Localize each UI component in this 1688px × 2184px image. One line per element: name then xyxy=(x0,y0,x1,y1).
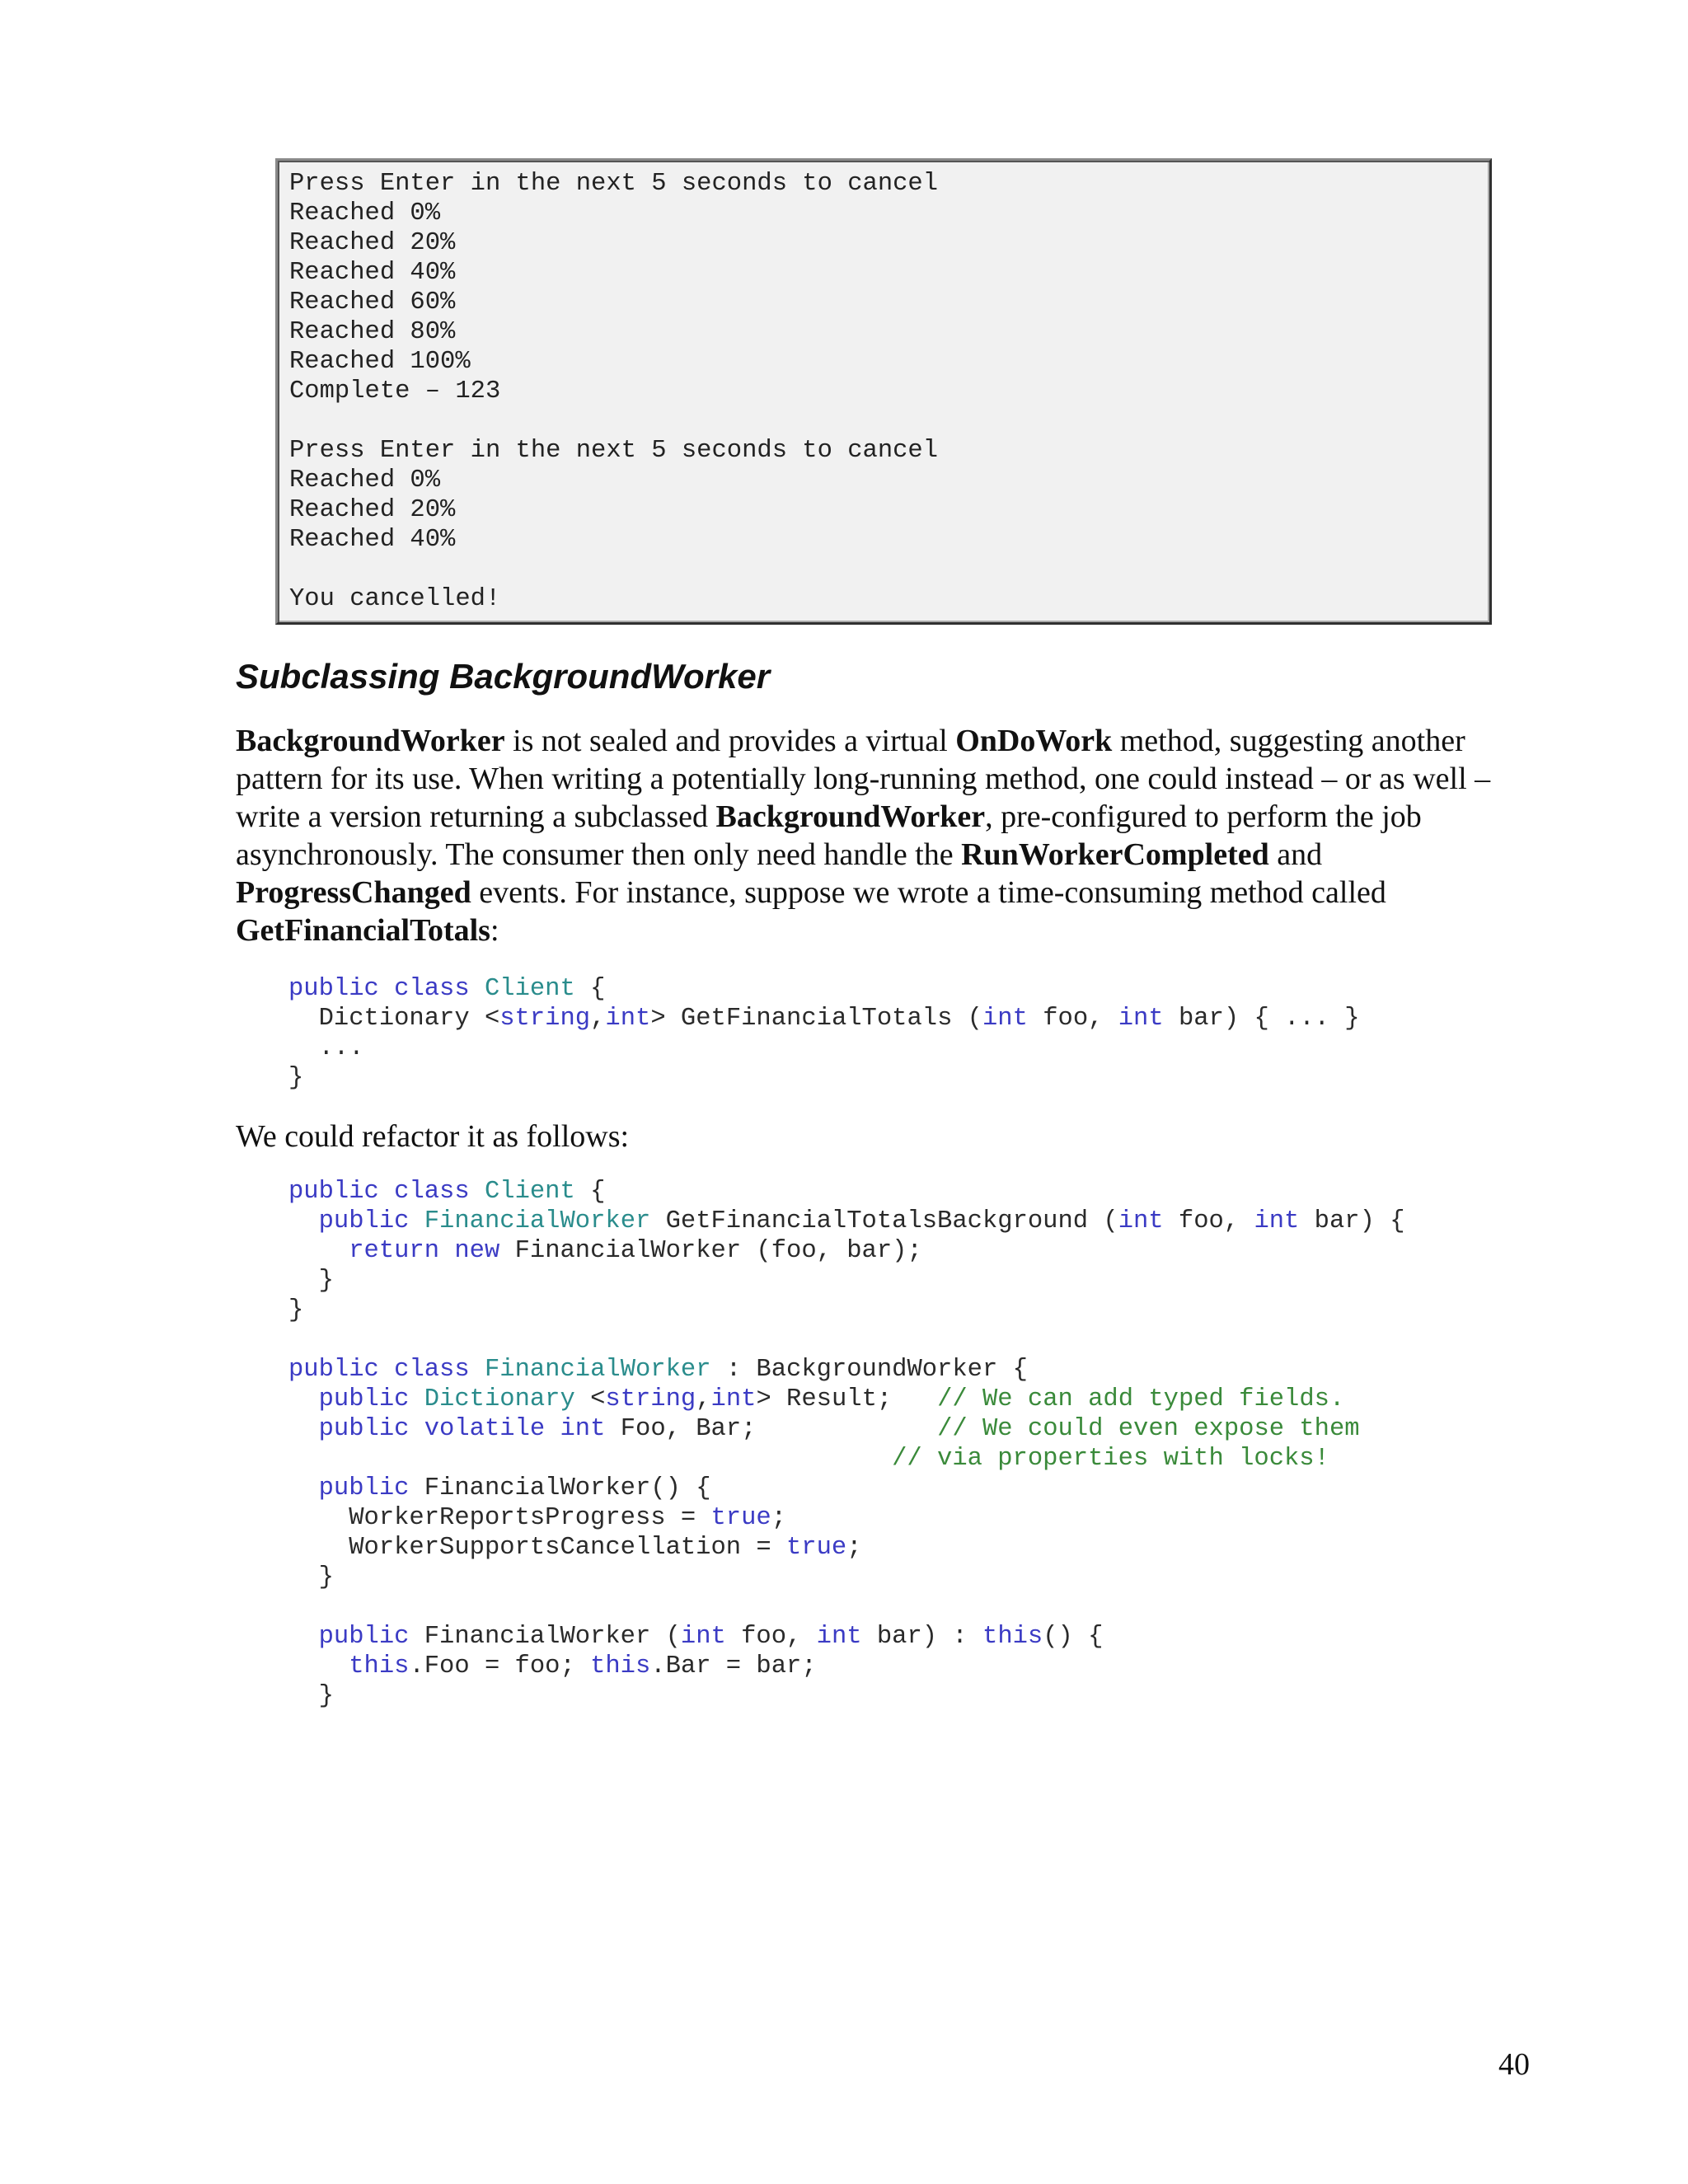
code-line xyxy=(288,1207,1405,1235)
code-text xyxy=(288,1445,892,1473)
code-text xyxy=(470,1178,485,1206)
code-text: WorkerSupportsCancellation = xyxy=(288,1534,786,1562)
code-text: < xyxy=(574,1385,606,1413)
console-line: Reached 20% xyxy=(289,229,456,257)
code-comment: // We can add typed fields. xyxy=(937,1385,1345,1413)
bold-term: ProgressChanged xyxy=(236,875,471,910)
section-heading: Subclassing BackgroundWorker xyxy=(236,657,771,696)
code-keyword: public xyxy=(318,1474,410,1502)
code-keyword: string xyxy=(605,1385,696,1413)
code-sample-client-text xyxy=(288,974,1360,1093)
console-line: Reached 0% xyxy=(289,466,441,494)
code-keyword: return xyxy=(349,1237,440,1265)
code-keyword: class xyxy=(394,1356,470,1384)
console-line: Reached 20% xyxy=(289,496,456,524)
code-text xyxy=(409,1415,424,1443)
code-text: bar) : xyxy=(861,1623,983,1651)
paragraph-text: and xyxy=(1268,837,1323,872)
bold-term: RunWorkerCompleted xyxy=(961,837,1269,872)
code-type: Client xyxy=(484,1178,575,1206)
code-line xyxy=(288,1445,1329,1473)
code-text xyxy=(288,1474,319,1502)
code-text: bar) { ... } xyxy=(1163,1005,1360,1033)
intro-paragraph xyxy=(236,722,1522,949)
code-line xyxy=(288,1682,334,1710)
paragraph-text: is not sealed and provides a virtual xyxy=(504,724,956,758)
code-keyword: public xyxy=(318,1207,410,1235)
code-text: FinancialWorker() { xyxy=(409,1474,711,1502)
console-output-text xyxy=(289,169,1478,614)
code-text: ... xyxy=(288,1034,364,1062)
code-text: () { xyxy=(1043,1623,1104,1651)
code-keyword: public xyxy=(288,1356,379,1384)
console-line: Press Enter in the next 5 seconds to cancel xyxy=(289,437,939,465)
code-keyword: public xyxy=(318,1623,410,1651)
code-keyword: class xyxy=(394,975,470,1003)
code-text: } xyxy=(288,1267,334,1295)
console-line: Reached 80% xyxy=(289,318,456,346)
code-text xyxy=(288,1415,319,1443)
console-output-box xyxy=(275,158,1492,625)
code-text: : BackgroundWorker { xyxy=(710,1356,1028,1384)
page-number: 40 xyxy=(1498,2047,1530,2082)
paragraph-text: method, suggesting another pattern for its use. When writing a potentially long-running method, one could instead – or as well – write a version returning a subclassed xyxy=(236,724,1491,834)
code-keyword: int xyxy=(1254,1207,1300,1235)
code-keyword: string xyxy=(499,1005,591,1033)
code-line xyxy=(288,1623,1103,1651)
console-line: Complete – 123 xyxy=(289,377,501,405)
code-text: ; xyxy=(771,1504,787,1532)
code-text xyxy=(288,1623,319,1651)
code-line xyxy=(288,1415,1360,1443)
bold-term: BackgroundWorker xyxy=(715,799,986,834)
code-line xyxy=(288,1563,334,1591)
code-text xyxy=(379,1178,394,1206)
code-line xyxy=(288,1474,711,1502)
code-line xyxy=(288,1064,303,1092)
code-line xyxy=(288,1237,922,1265)
code-keyword: int xyxy=(605,1005,651,1033)
code-keyword: volatile xyxy=(424,1415,546,1443)
code-text: } xyxy=(288,1296,304,1324)
code-keyword: public xyxy=(288,975,379,1003)
code-sample-client xyxy=(288,974,1360,1093)
code-keyword: this xyxy=(590,1652,651,1680)
code-text xyxy=(470,975,485,1003)
code-text: .Bar = bar; xyxy=(650,1652,817,1680)
code-line xyxy=(288,1534,862,1562)
code-text xyxy=(288,1385,319,1413)
code-text: { xyxy=(574,1178,606,1206)
code-sample-financial-worker xyxy=(288,1177,1405,1711)
code-text xyxy=(379,1356,394,1384)
bold-term: GetFinancialTotals xyxy=(236,913,490,948)
code-keyword: this xyxy=(349,1652,410,1680)
code-line xyxy=(288,975,605,1003)
code-keyword: public xyxy=(318,1415,410,1443)
code-line xyxy=(288,1178,605,1206)
code-text: ; xyxy=(846,1534,862,1562)
console-line: You cancelled! xyxy=(289,585,501,613)
code-text xyxy=(439,1237,454,1265)
console-line: Press Enter in the next 5 seconds to cancel xyxy=(289,170,939,198)
code-text: FinancialWorker ( xyxy=(409,1623,681,1651)
code-text: GetFinancialTotalsBackground ( xyxy=(650,1207,1118,1235)
code-keyword: int xyxy=(710,1385,757,1413)
code-text xyxy=(288,1207,319,1235)
code-text: , xyxy=(590,1005,606,1033)
code-keyword: int xyxy=(680,1623,726,1651)
code-keyword: class xyxy=(394,1178,470,1206)
code-line xyxy=(288,1652,817,1680)
console-line: Reached 40% xyxy=(289,526,456,554)
code-text xyxy=(409,1385,424,1413)
code-keyword: true xyxy=(710,1504,771,1532)
code-keyword: int xyxy=(1118,1207,1164,1235)
code-comment: // We could even expose them xyxy=(937,1415,1360,1443)
bold-term: BackgroundWorker xyxy=(236,724,505,758)
code-line xyxy=(288,1005,1360,1033)
bold-term: OnDoWork xyxy=(955,724,1113,758)
paragraph-text: events. For instance, suppose we wrote a time-consuming method called xyxy=(471,875,1386,910)
code-text: } xyxy=(288,1563,334,1591)
code-text: FinancialWorker (foo, bar); xyxy=(499,1237,922,1265)
code-line xyxy=(288,1034,364,1062)
code-text: , xyxy=(696,1385,711,1413)
code-keyword: this xyxy=(982,1623,1043,1651)
code-sample-financial-worker-text xyxy=(288,1177,1405,1711)
refactor-sentence: We could refactor it as follows: xyxy=(236,1119,630,1154)
code-text xyxy=(409,1207,424,1235)
code-text: { xyxy=(574,975,606,1003)
code-text: WorkerReportsProgress = xyxy=(288,1504,711,1532)
code-type: Dictionary xyxy=(424,1385,575,1413)
code-keyword: int xyxy=(560,1415,606,1443)
code-line xyxy=(288,1385,1344,1413)
code-text: > GetFinancialTotals ( xyxy=(650,1005,982,1033)
code-text: > Result; xyxy=(756,1385,938,1413)
code-type: FinancialWorker xyxy=(484,1356,711,1384)
code-text: foo, xyxy=(1027,1005,1118,1033)
code-keyword: public xyxy=(288,1178,379,1206)
code-text: Foo, Bar; xyxy=(605,1415,938,1443)
code-line xyxy=(288,1267,334,1295)
console-line: Reached 0% xyxy=(289,199,441,227)
code-text: } xyxy=(288,1682,334,1710)
code-keyword: int xyxy=(1118,1005,1164,1033)
code-keyword: true xyxy=(786,1534,847,1562)
code-text: bar) { xyxy=(1299,1207,1405,1235)
code-line xyxy=(288,1504,786,1532)
code-comment: // via properties with locks! xyxy=(892,1445,1329,1473)
code-text xyxy=(379,975,394,1003)
code-text xyxy=(545,1415,560,1443)
console-line: Reached 40% xyxy=(289,259,456,287)
code-text: Dictionary < xyxy=(288,1005,500,1033)
code-text: foo, xyxy=(1163,1207,1254,1235)
code-keyword: public xyxy=(318,1385,410,1413)
code-keyword: new xyxy=(454,1237,500,1265)
code-keyword: int xyxy=(982,1005,1028,1033)
paragraph-text: , pre-configured to perform the job asynchronously. The consumer then only need handle the xyxy=(236,799,1422,872)
code-type: FinancialWorker xyxy=(424,1207,651,1235)
code-line xyxy=(288,1356,1028,1384)
code-text: .Foo = foo; xyxy=(409,1652,591,1680)
code-text xyxy=(288,1237,349,1265)
code-text: } xyxy=(288,1064,304,1092)
code-text xyxy=(470,1356,485,1384)
code-line xyxy=(288,1296,303,1324)
code-text: foo, xyxy=(725,1623,817,1651)
code-text xyxy=(288,1652,349,1680)
code-type: Client xyxy=(484,975,575,1003)
code-keyword: int xyxy=(816,1623,862,1651)
paragraph-text: : xyxy=(490,913,499,948)
console-line: Reached 100% xyxy=(289,348,471,376)
console-line: Reached 60% xyxy=(289,288,456,316)
